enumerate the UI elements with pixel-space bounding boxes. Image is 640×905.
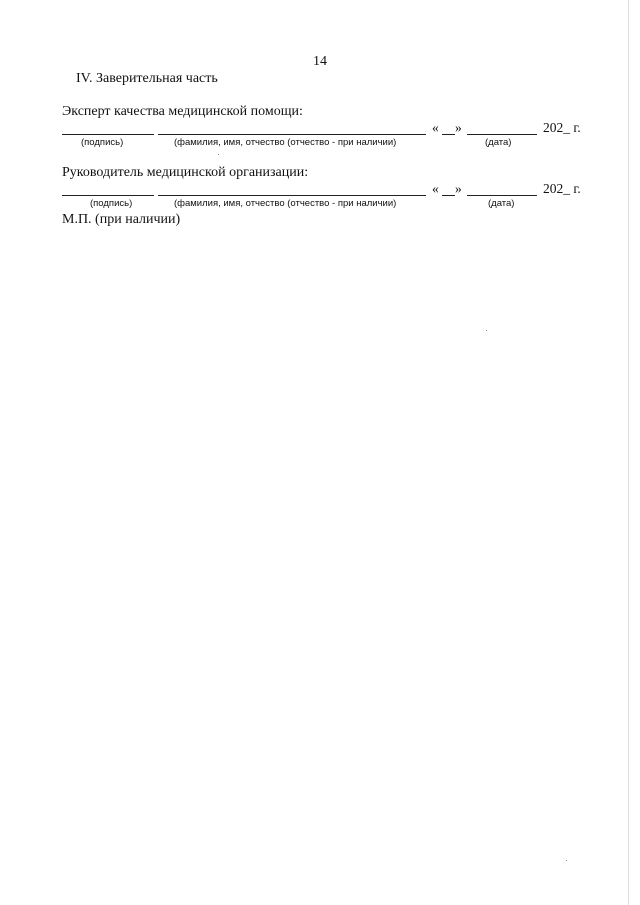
scan-speck bbox=[566, 860, 567, 861]
stamp-note: М.П. (при наличии) bbox=[62, 212, 181, 227]
section-title: IV. Заверительная часть bbox=[76, 71, 218, 86]
caption-signature: (подпись) bbox=[90, 198, 133, 209]
year-label: 202_ г. bbox=[543, 181, 581, 196]
quote-open: « bbox=[432, 120, 439, 135]
day-line[interactable] bbox=[442, 134, 455, 135]
date-line[interactable] bbox=[467, 134, 537, 135]
quote-close: » bbox=[455, 181, 462, 196]
name-line[interactable] bbox=[158, 195, 426, 196]
name-line[interactable] bbox=[158, 134, 426, 135]
caption-name: (фамилия, имя, отчество (отчество - при наличии) bbox=[174, 198, 397, 209]
role-label: Эксперт качества медицинской помощи: bbox=[62, 104, 303, 119]
quote-open: « bbox=[432, 181, 439, 196]
scan-edge-line bbox=[628, 0, 629, 905]
signature-line[interactable] bbox=[62, 195, 154, 196]
caption-signature: (подпись) bbox=[81, 137, 124, 148]
caption-name: (фамилия, имя, отчество (отчество - при наличии) bbox=[174, 137, 397, 148]
date-line[interactable] bbox=[467, 195, 537, 196]
day-line[interactable] bbox=[442, 195, 455, 196]
signature-line[interactable] bbox=[62, 134, 154, 135]
caption-date: (дата) bbox=[488, 198, 515, 209]
year-label: 202_ г. bbox=[543, 120, 581, 135]
caption-date: (дата) bbox=[485, 137, 512, 148]
role-label: Руководитель медицинской организации: bbox=[62, 165, 309, 180]
scan-speck bbox=[486, 330, 487, 331]
quote-close: » bbox=[455, 120, 462, 135]
page-number: 14 bbox=[313, 54, 327, 69]
scan-speck bbox=[218, 154, 219, 155]
